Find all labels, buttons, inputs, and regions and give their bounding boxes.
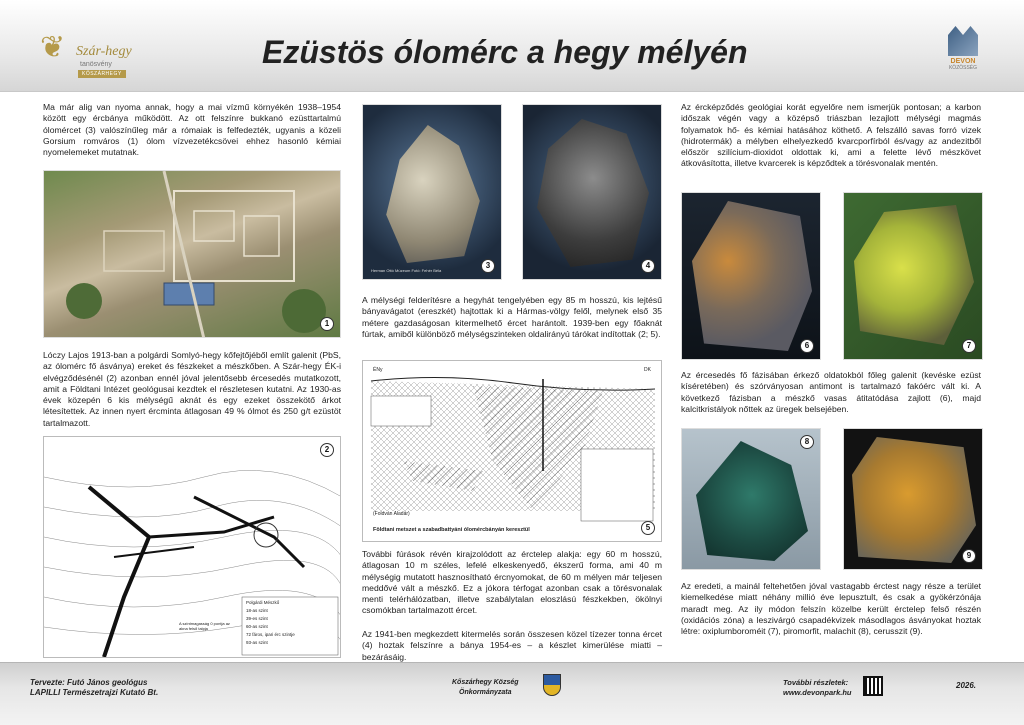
photo-mineral-7 — [843, 192, 983, 360]
devon-mark-icon — [948, 26, 978, 56]
photo-number-6: 6 — [800, 339, 814, 353]
bird-icon: ❦ — [40, 31, 66, 64]
col2-para3: Az 1941-ben megkezdett kitermelés során összesen közel tízezer tonna ércet (4) hoztak felszínre a bánya 1954-es – a készlet kimerülése miatti – bezárásáig. — [362, 629, 662, 662]
mineral-specimen — [854, 205, 974, 345]
logo-left-sub: tanösvény — [80, 61, 112, 68]
photo-mineral-8 — [681, 428, 821, 570]
col2-para2: További fúrások révén kirajzolódott az érctelep alakja: egy 60 m hosszú, átlagosan 10 m széles, lefelé elkeskenyedő, ékszerű forma, ami 40 m mélységig mutatott hasznosítható ércnyomokat, de 60 m mélyen már teljesen meddővé vált a mészkő. Ez a jókora térfogat azonban csak a törésvonalak menti telérhálózatban, illetve szabálytalan eloszlású fészkekben, ökölnyi csomókban tartalmazott ércet. — [362, 549, 662, 616]
col2-para1: A mélységi felderítésre a hegyhát tengelyében egy 85 m hosszú, kis lejtésű bányavágatot (ereszkét) hajtottak ki a Hármas-völgy felől, melynek első 35 métere gazdaságosan kitermelhető ércet harántolt. 1939-ben egy főaknát fúrtak, amiből különböző mélységszinteken oldalirányú tárókat indítottak (2; 5). — [362, 295, 662, 339]
map-legend-item: 18-as szint — [246, 608, 268, 613]
szar-hegy-logo — [40, 30, 132, 78]
photo-number-7: 7 — [962, 339, 976, 353]
aerial-ruins-drawing — [44, 171, 341, 338]
col3-para1: Az ércképződés geológiai korát egyelőre nem ismerjük pontosan; a karbon időszak végén vagy a középső triászban lezajlott mélységi magmás folyamatok hő- és kémiai hatásához köthető. A felszálló savas forró vizek (hidrotermák) a mélyben elhelyezkedő kvarcporfírból és/vagy az andezitből először szilícium-dioxidot oldottak ki, ami a felette lévő mészkövet átkovásította, illetve kvarcerek is képződtek a törésvonalak mentén. — [681, 102, 981, 169]
photo-number-2: 2 — [320, 443, 334, 457]
photo-gorsium-aerial — [43, 170, 341, 338]
geological-section-figure — [362, 360, 662, 542]
col1-para2: Lóczy Lajos 1913-ban a polgárdi Somlyó-hegy kőfejtőjéből említ galenit (PbS, az ólomérc fő ásványa) ereket és fészkeket a mészkőben. A Szár-hegy ÉK-i elvégződésénél (2) azonban ennél jóval jelentősebb ércesedés mutatkozott, amit a Földtani Intézet geológusai kezdtek el részletesen kutatni. Az 1930-as évek közepén 6 kis mélységű aknát és egy ezeket összekötő árkot létesítettek. Az innen nyert ércminta átlagosan 49 % ólmot és 250 g/t ezüstöt tartalmazott. — [43, 350, 341, 428]
photo-credit: Herman Ottó Múzeum Fotó: Fehér Béla — [371, 268, 442, 273]
municipality-line1: Kőszárhegy Község — [452, 679, 519, 686]
mineral-specimen — [692, 201, 812, 351]
photo-number-8: 8 — [800, 435, 814, 449]
municipality-credit — [452, 678, 519, 698]
page-title: Ezüstös ólomérc a hegy mélyén — [262, 34, 748, 70]
mineral-specimen — [537, 119, 649, 267]
map-legend-item: 60-as szint — [246, 624, 268, 629]
photo-galena-4 — [522, 104, 662, 280]
year-label: 2026. — [956, 681, 977, 690]
mineral-specimen — [381, 125, 485, 263]
section-author: (Foldván Aladár) — [373, 511, 410, 517]
map-legend-item: Polgárdi Mészkő — [246, 600, 280, 605]
section-right-label: DK — [644, 367, 651, 373]
logo-left-ribbon: KŐSZÁRHEGY — [78, 70, 126, 78]
map-legend-item: 39-es szint — [246, 616, 268, 621]
more-info-label: További részletek: — [783, 678, 849, 687]
photo-number-4: 4 — [641, 259, 655, 273]
photo-galena-3 — [362, 104, 502, 280]
mineral-specimen — [696, 441, 808, 561]
photo-number-9: 9 — [962, 549, 976, 563]
map-legend-item: 72 fáros, ipari érc szintje — [246, 632, 295, 637]
photo-number-5: 5 — [641, 521, 655, 535]
section-left-label: ÉNy — [373, 367, 383, 373]
logo-right-name: DEVON — [950, 58, 976, 65]
devon-logo — [940, 26, 986, 86]
mine-map-figure — [43, 436, 341, 658]
municipality-line2: Önkormányzata — [459, 689, 512, 696]
map-legend — [246, 599, 295, 647]
header-band — [0, 0, 1024, 92]
col3-para3: Az eredeti, a mainál feltehetően jóval vastagabb érctest nagy része a terület kiemelkedése miatt néhány millió éve lepusztult, és csak a gyökérzónája maradt meg. Az ily módon felszín közelbe került érctelep felső részén (oxidációs zóna) a leszivárgó csapadékvizek másodlagos ásványokat hoztak létre: oxiplumboroméit (7), piromorfit, malachit (8), cerusszit (9). — [681, 581, 981, 637]
map-note: A szintmagasság 0 pontja az akna felső talpja — [179, 621, 230, 631]
website-link[interactable]: www.devonpark.hu — [783, 688, 852, 697]
designer-line2: LAPILLI Természetrajzi Kutató Bt. — [30, 688, 159, 697]
section-caption: Földtani metszet a szabadbattyáni ólomércbányán keresztül — [373, 527, 530, 533]
photo-mineral-9 — [843, 428, 983, 570]
photo-number-3: 3 — [481, 259, 495, 273]
mineral-specimen — [852, 437, 976, 563]
map-legend-item: 93-as szint — [246, 640, 268, 645]
photo-mineral-6 — [681, 192, 821, 360]
logo-right-sub: KÖZÖSSÉG — [948, 65, 978, 71]
col3-para2: Az ércesedés fő fázisában érkező oldatokból főleg galenit (kevéske ezüst kíséretében) és szórványosan antimont is tartalmazó fakóérc vált ki. A következő fázisban a mészkő vasas átitatódása zajlott (6), majd kalcitkristályok nőttek az üregek belsejében. — [681, 370, 981, 414]
photo-number-1: 1 — [320, 317, 334, 331]
designer-credit — [30, 678, 158, 698]
coat-of-arms-icon — [543, 674, 561, 696]
more-info — [783, 678, 851, 698]
logo-left-name: Szár-hegy — [76, 44, 132, 59]
qr-code-icon[interactable] — [863, 676, 883, 696]
col1-para1: Ma már alig van nyoma annak, hogy a mai vízmű környékén 1938–1954 között egy ércbánya működött. Az ott felszínre bukkanó ezüsttartalmú ólomércet (3) valószínűleg már a rómaiak is felfedezték, ugyanis a közeli Gorsium romváros (1) ólom vízvezetékcsövei ehhez hasonló kémiai nyomelemeket mutatnak. — [43, 102, 341, 158]
designer-line1: Tervezte: Futó János geológus — [30, 678, 148, 687]
